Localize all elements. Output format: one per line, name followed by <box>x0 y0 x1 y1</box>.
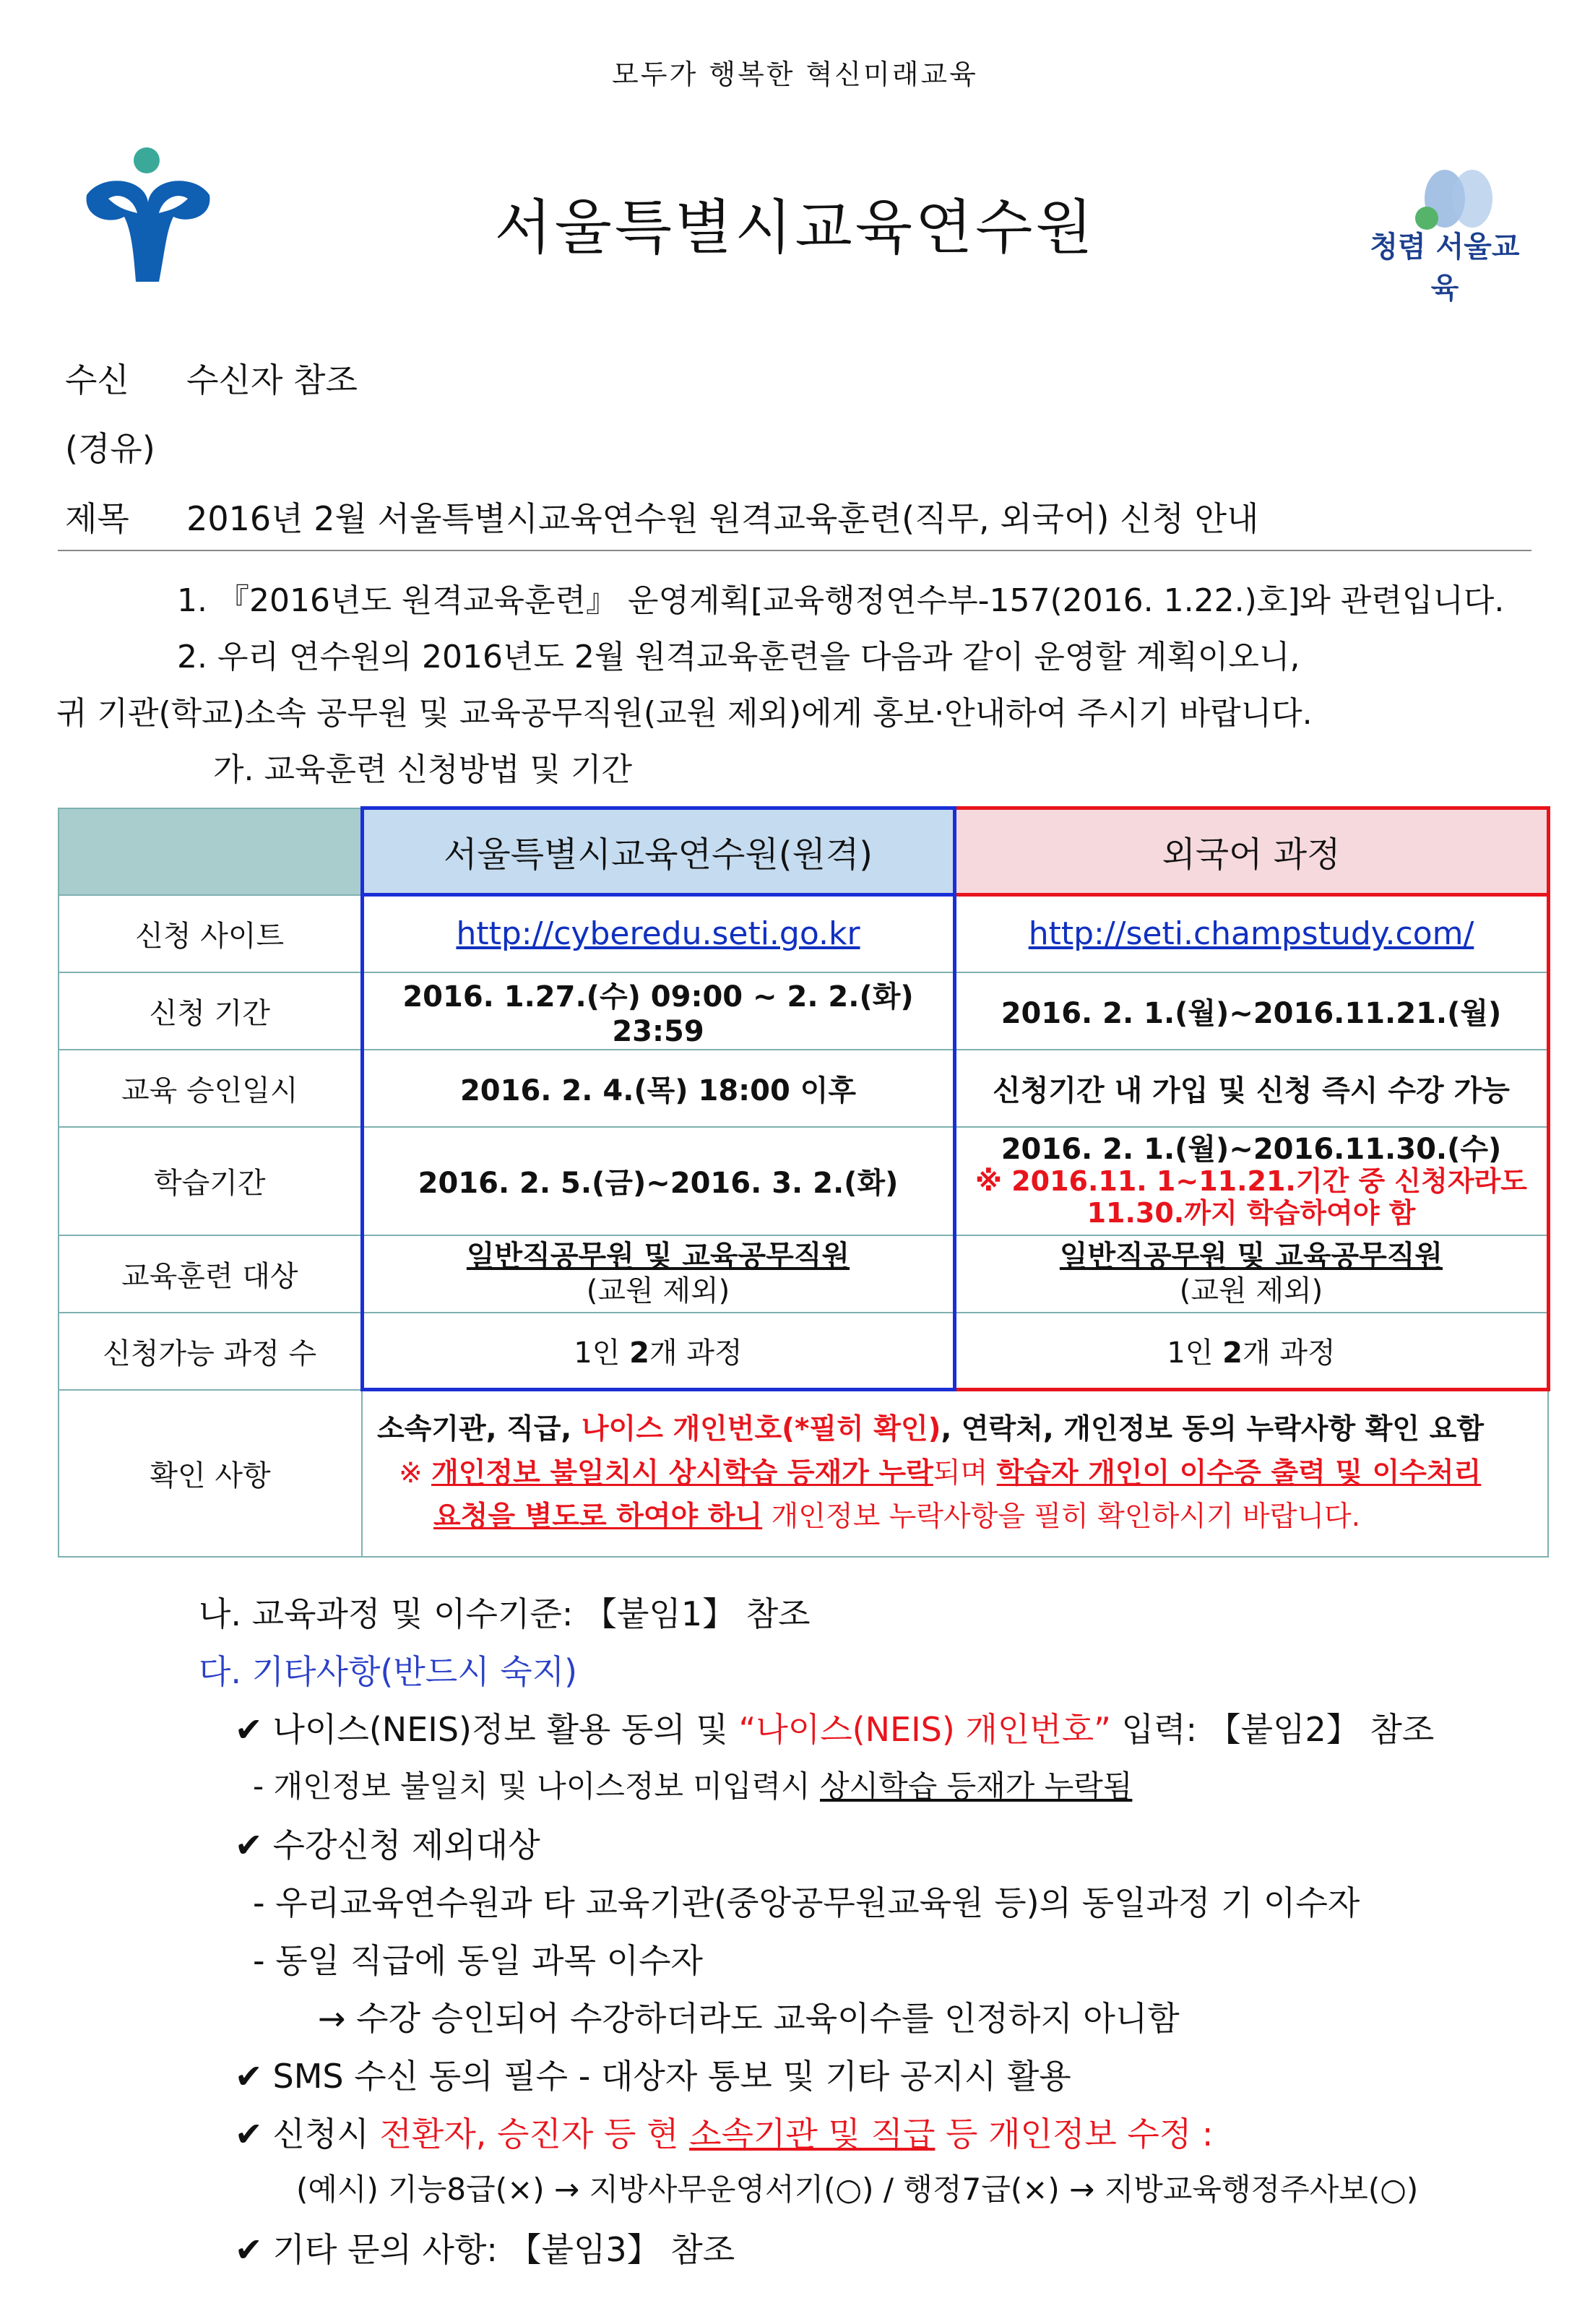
seoul-period: 2016. 1.27.(수) 09:00 ~ 2. 2.(화) 23:59 <box>362 972 954 1050</box>
item-5 <box>235 2224 735 2271</box>
item-text: 나이스(NEIS)정보 활용 동의 및 <box>272 1710 739 1749</box>
item-underlined: 상시학습 등재가 누락됨 <box>819 1768 1133 1804</box>
row-label: 교육훈련 대상 <box>59 1235 362 1313</box>
table-row <box>59 972 1548 1050</box>
foreign-site-link[interactable]: http://seti.champstudy.com/ <box>1028 915 1474 953</box>
subject-label: 제목 <box>65 499 129 538</box>
header-seoul: 서울특별시교육연수원(원격) <box>362 808 954 895</box>
confirm-line-2 <box>377 1452 1543 1495</box>
confirm-text: , 연락처, 개인정보 동의 누락사항 확인 요함 <box>941 1413 1485 1446</box>
row-label: 신청 기간 <box>59 972 362 1050</box>
paragraph-2a: 2. 우리 연수원의 2016년도 2월 원격교육훈련을 다음과 같이 운영할 계획이오니, <box>177 639 1300 675</box>
seoul-course-count <box>362 1313 954 1390</box>
confirm-highlight: 나이스 개인번호(*필히 확인) <box>581 1413 941 1446</box>
confirm-text: 소속기관, 직급, <box>377 1413 582 1446</box>
item-text: 입력: 【붙임2】 참조 <box>1111 1710 1435 1749</box>
integrity-logo <box>1358 159 1531 305</box>
note-mark: ※ <box>399 1456 432 1490</box>
seoul-site-link[interactable]: http://cyberedu.seti.go.kr <box>456 915 860 953</box>
check-icon: ✔ <box>235 2115 263 2154</box>
foreign-course-count <box>954 1313 1548 1390</box>
via-label: (경유) <box>65 429 155 468</box>
table-row <box>59 1050 1548 1127</box>
item-text: 신청시 <box>272 2115 380 2154</box>
row-label: 교육 승인일시 <box>59 1050 362 1127</box>
row-label: 신청 사이트 <box>59 895 362 972</box>
slogan: 모두가 행복한 혁신미래교육 <box>612 59 978 90</box>
recipient-label: 수신 <box>65 360 129 399</box>
item-text: 수강신청 제외대상 <box>272 1826 540 1865</box>
subject-value: 2016년 2월 서울특별시교육연수원 원격교육훈련(직무, 외국어) 신청 안내 <box>186 499 1259 538</box>
foreign-study-cell <box>954 1127 1548 1235</box>
row-label: 신청가능 과정 수 <box>59 1313 362 1390</box>
confirm-warning: 학습자 개인이 이수증 출력 및 이수처리 <box>996 1456 1482 1490</box>
row-label: 학습기간 <box>59 1127 362 1235</box>
seoul-target-sub: (교원 제외) <box>586 1274 730 1308</box>
org-name: 서울특별시교육연수원 <box>494 194 1096 262</box>
seoul-study-period: 2016. 2. 5.(금)~2016. 3. 2.(화) <box>362 1127 954 1235</box>
confirm-warning: 요청을 별도로 하여야 하니 <box>433 1500 763 1533</box>
table-row <box>59 1313 1548 1390</box>
confirm-text: 개인정보 누락사항을 필히 확인하시기 바랍니다. <box>762 1500 1361 1533</box>
item-2-sub-3: → 수강 승인되어 수강하더라도 교육이수를 인정하지 아니함 <box>318 1999 1180 2038</box>
item-text: SMS 수신 동의 필수 - 대상자 통보 및 기타 공지시 활용 <box>272 2057 1071 2096</box>
integrity-logo-text: 청렴 서울교육 <box>1370 230 1520 305</box>
foreign-study-note-2: 11.30.까지 학습하여야 함 <box>1086 1196 1416 1229</box>
check-icon: ✔ <box>235 2230 263 2269</box>
foreign-target: 일반직공무원 및 교육공무직원 <box>1059 1240 1443 1273</box>
paragraph-1: 1. 『2016년도 원격교육훈련』 운영계획[교육행정연수부-157(2016. 1.22.)호]와 관련입니다. <box>177 582 1505 619</box>
foreign-period: 2016. 2. 1.(월)~2016.11.21.(월) <box>954 972 1548 1050</box>
foreign-study-note-1: ※ 2016.11. 1~11.21.기간 중 신청자라도 <box>975 1165 1527 1197</box>
row-label: 확인 사항 <box>59 1390 362 1557</box>
item-text: - 개인정보 불일치 및 나이스정보 미입력시 <box>253 1768 820 1804</box>
application-table <box>58 806 1550 1558</box>
table-header-row <box>59 808 1548 895</box>
seoul-approval: 2016. 2. 4.(목) 18:00 이후 <box>362 1050 954 1127</box>
item-text: 기타 문의 사항: 【붙임3】 참조 <box>272 2230 735 2269</box>
check-icon: ✔ <box>235 1710 263 1749</box>
item-3 <box>235 2050 1071 2098</box>
item-highlight: 전환자, 승진자 등 현 <box>379 2115 690 2154</box>
item-2 <box>235 1819 540 1867</box>
table-row <box>59 1127 1548 1235</box>
section-da: 다. 기타사항(반드시 숙지) <box>199 1652 578 1691</box>
item-highlight-underlined: 소속기관 및 직급 <box>689 2115 936 2154</box>
table-row <box>59 895 1548 972</box>
count-number: 2 <box>1222 1336 1243 1370</box>
count-prefix: 1인 <box>574 1336 630 1370</box>
table-row-confirm <box>59 1390 1548 1557</box>
confirm-text: 되며 <box>933 1456 997 1490</box>
count-suffix: 개 과정 <box>649 1336 743 1370</box>
subject-row <box>65 493 1258 540</box>
recipient-value: 수신자 참조 <box>186 360 358 399</box>
item-2-sub-1: - 우리교육연수원과 타 교육기관(중앙공무원교육원 등)의 동일과정 기 이수자 <box>253 1883 1360 1922</box>
item-2-sub-2: - 동일 직급에 동일 과목 이수자 <box>253 1941 703 1980</box>
item-1-sub <box>253 1763 1132 1806</box>
table-row <box>59 1235 1548 1313</box>
header-blank <box>59 808 362 895</box>
check-icon: ✔ <box>235 1826 263 1865</box>
section-ga: 가. 교육훈련 신청방법 및 기간 <box>213 751 632 788</box>
item-4 <box>235 2108 1213 2156</box>
confirm-line-3 <box>377 1495 1543 1539</box>
item-highlight: “나이스(NEIS) 개인번호” <box>738 1710 1112 1749</box>
item-4-example: (예시) 기능8급(×) → 지방사무운영서기(○) / 행정7급(×) → 지방교육행정주사보(○) <box>296 2172 1419 2207</box>
count-number: 2 <box>629 1336 649 1370</box>
confirm-line-1 <box>377 1408 1543 1451</box>
count-prefix: 1인 <box>1167 1336 1223 1370</box>
item-1 <box>235 1703 1434 1751</box>
item-highlight: 등 개인정보 수정 : <box>935 2115 1214 2154</box>
section-na: 나. 교육과정 및 이수기준: 【붙임1】 참조 <box>199 1594 811 1633</box>
foreign-target-sub: (교원 제외) <box>1179 1274 1323 1308</box>
foreign-study-period: 2016. 2. 1.(월)~2016.11.30.(수) <box>1001 1132 1502 1166</box>
header-divider <box>58 550 1531 551</box>
check-icon: ✔ <box>235 2057 263 2096</box>
paragraph-2b: 귀 기관(학교)소속 공무원 및 교육공무직원(교원 제외)에게 홍보·안내하여 주시기 바랍니다. <box>56 695 1313 732</box>
foreign-approval: 신청기간 내 가입 및 신청 즉시 수강 가능 <box>954 1050 1548 1127</box>
header-foreign: 외국어 과정 <box>954 808 1548 895</box>
count-suffix: 개 과정 <box>1243 1336 1336 1370</box>
confirm-content <box>362 1390 1548 1557</box>
recipient-row <box>65 354 358 402</box>
seoul-target: 일반직공무원 및 교육공무직원 <box>466 1240 850 1273</box>
confirm-warning: 개인정보 불일치시 상시학습 등재가 누락 <box>431 1456 933 1490</box>
